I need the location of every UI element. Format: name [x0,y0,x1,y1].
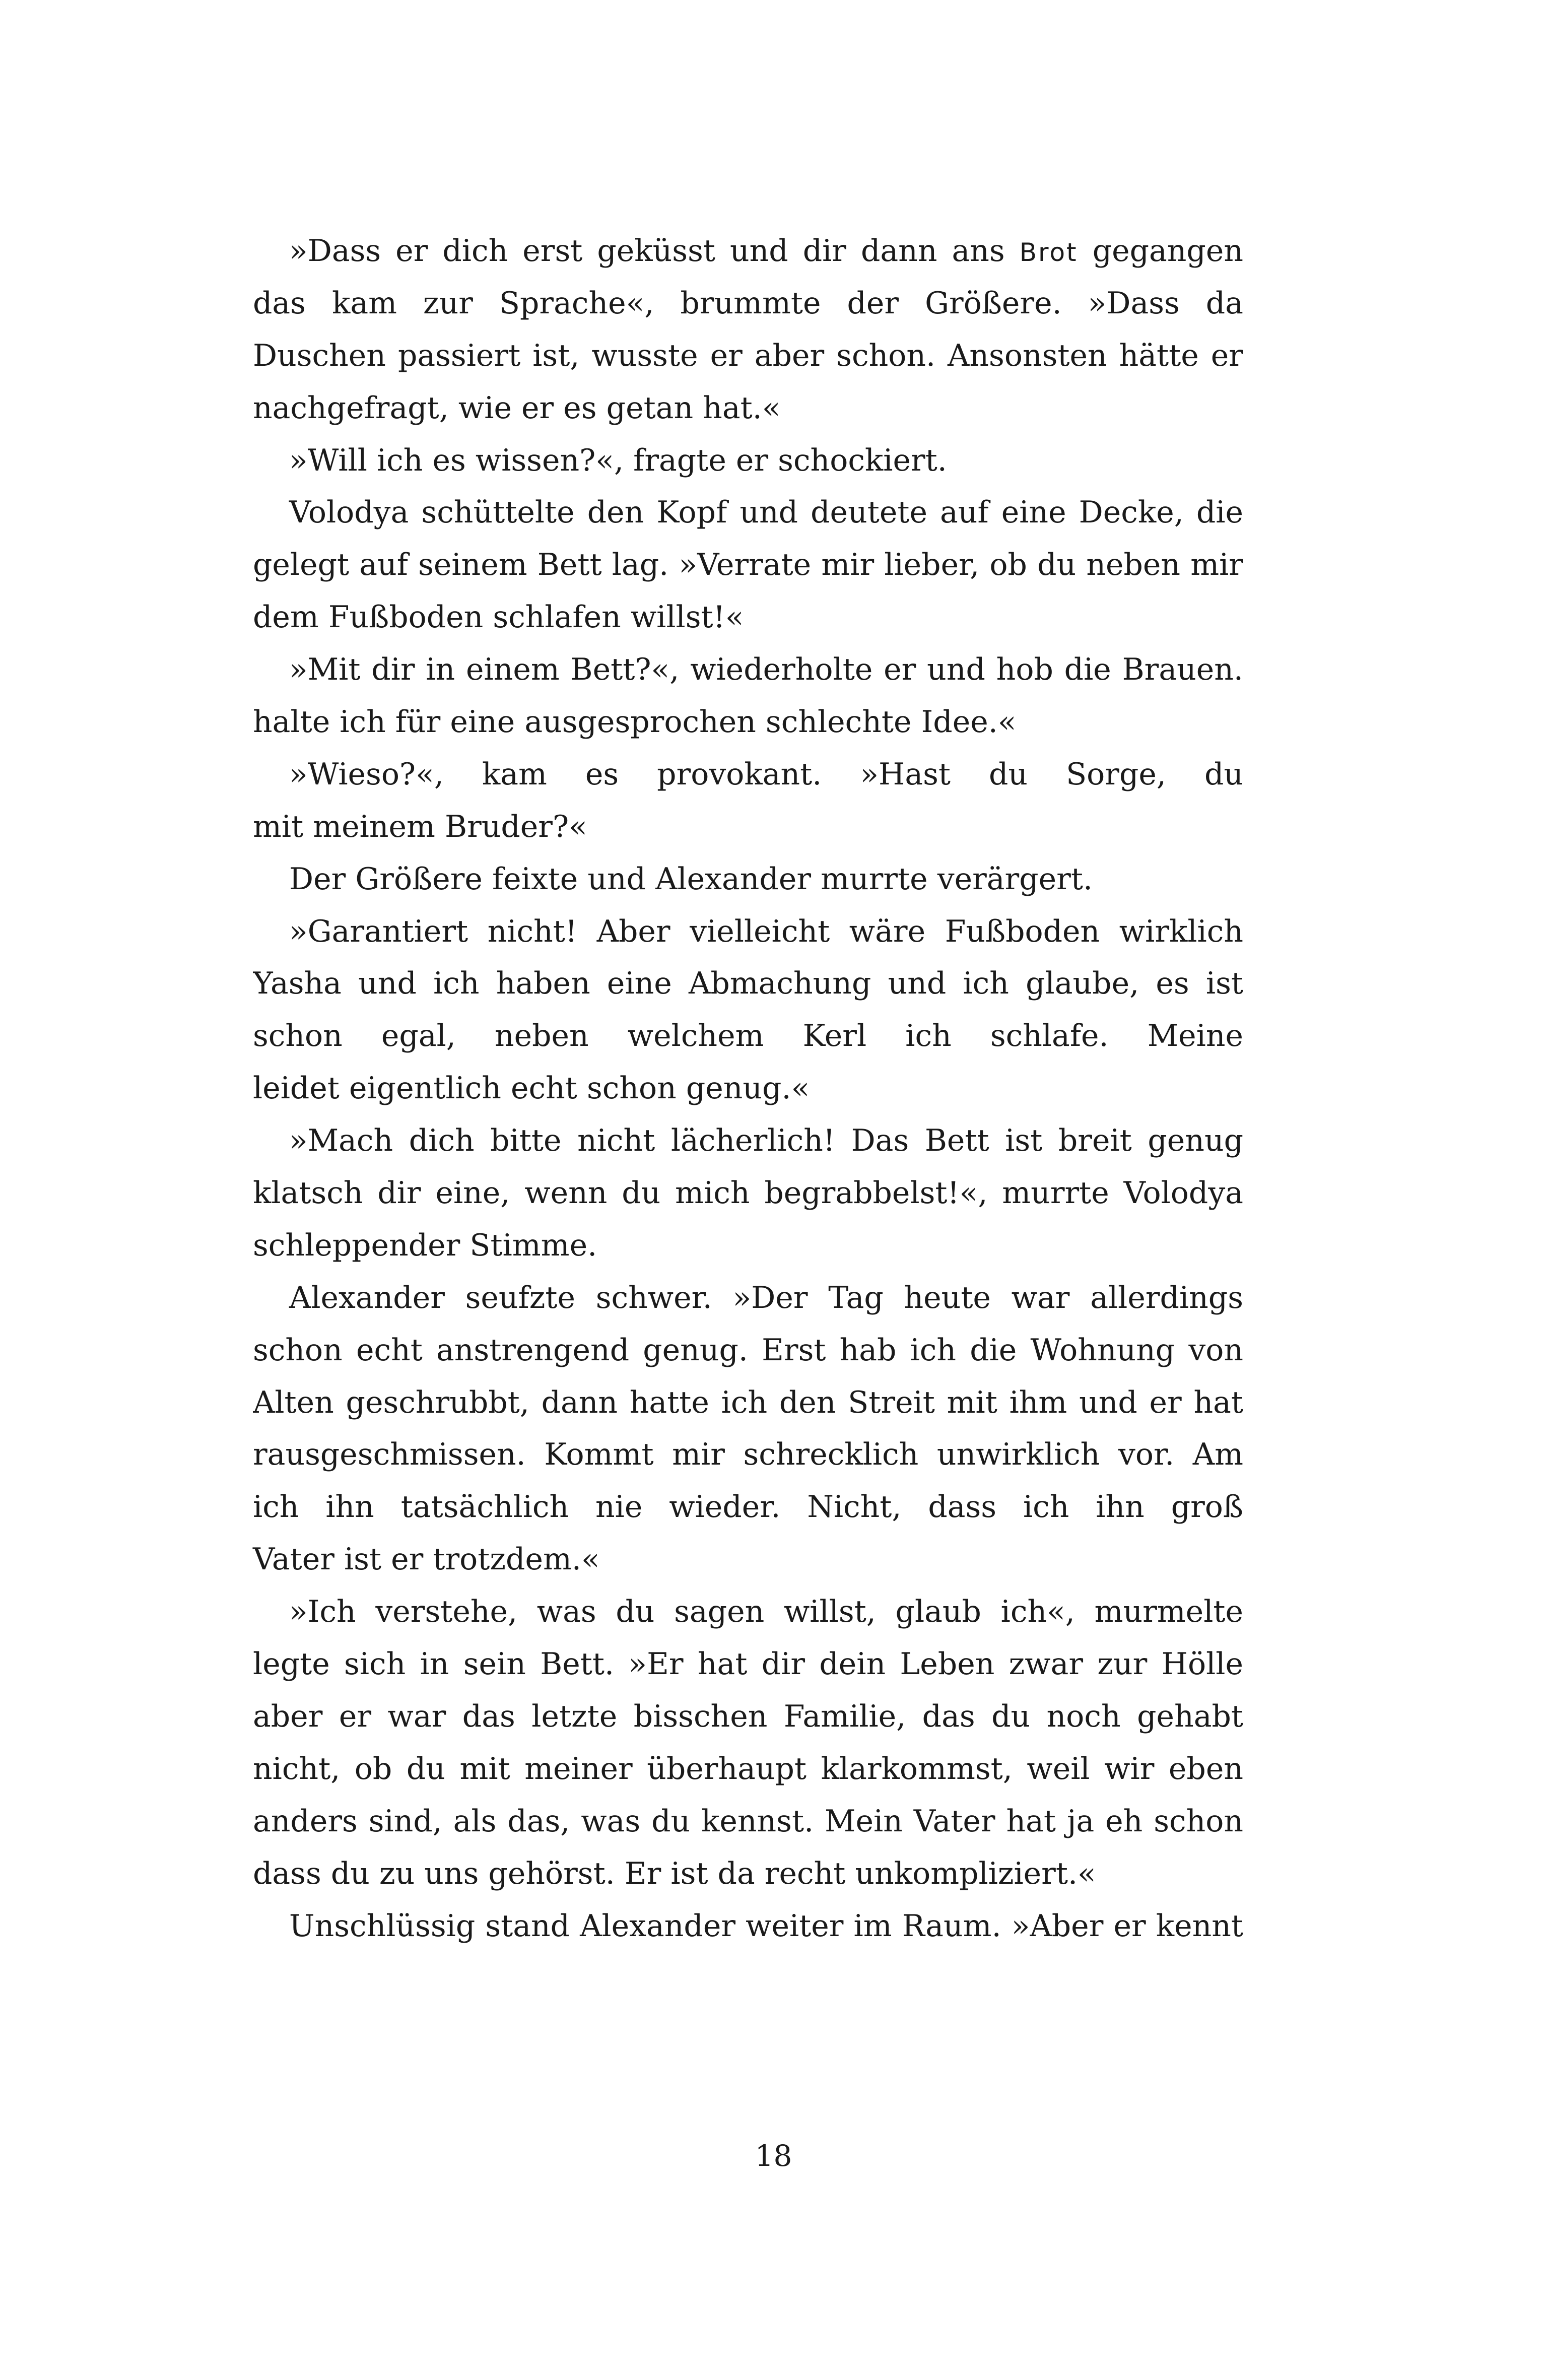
text-line: »Garantiert nicht! Aber vielleicht wäre Fußboden wirklich [289,913,1243,949]
text-line: Duschen passiert ist, wusste er aber schon. Ansonsten hätte er [253,338,1243,373]
text-line: rausgeschmissen. Kommt mir schrecklich unwirklich vor. Am [253,1437,1243,1473]
text-line: klatsch dir eine, wenn du mich begrabbelst!«, murrte Volodya [253,1175,1243,1211]
text-line: halte ich für eine ausgesprochen schlechte Idee.« [253,704,1017,740]
text-line: »Dass er dich erst geküsst und dir dann ans Brot gegangen [289,233,1243,269]
text-line: »Will ich es wissen?«, fragte er schockiert. [289,442,947,478]
text-line: nicht, ob du mit meiner überhaupt klarkommst, weil wir eben [253,1751,1243,1787]
text-line: mit meinem Bruder?« [253,809,587,844]
body-text [253,225,1243,1952]
text-line: »Ich verstehe, was du sagen willst, glaub ich«, murmelte [289,1594,1243,1630]
text-line: aber er war das letzte bisschen Familie, das du noch gehabt [253,1698,1243,1734]
text-line: ich ihn tatsächlich nie wieder. Nicht, dass ich ihn groß [253,1489,1243,1525]
page-number: 18 [755,2139,792,2173]
text-line: schon echt anstrengend genug. Erst hab ich die Wohnung von [253,1332,1243,1368]
text-line: dass du zu uns gehörst. Er ist da recht unkompliziert.« [253,1856,1096,1891]
text-line: nachgefragt, wie er es getan hat.« [253,390,781,426]
text-line: Alexander seufzte schwer. »Der Tag heute war allerdings [289,1280,1243,1315]
text-line: das kam zur Sprache«, brummte der Größere. »Dass da [253,285,1243,321]
small-caps-word: Brot [1019,238,1078,267]
text-line: Yasha und ich haben eine Abmachung und ich glaube, es ist [253,966,1243,1002]
text-line: Der Größere feixte und Alexander murrte verärgert. [289,861,1093,897]
text-line: legte sich in sein Bett. »Er hat dir dein Leben zwar zur Hölle [253,1646,1243,1682]
text-line: »Mach dich bitte nicht lächerlich! Das Bett ist breit genug [289,1123,1243,1159]
text-line: Vater ist er trotzdem.« [253,1542,600,1577]
text-line: »Mit dir in einem Bett?«, wiederholte er und hob die Brauen. [289,652,1243,688]
text-line: dem Fußboden schlafen willst!« [253,600,744,635]
text-line: schleppender Stimme. [253,1227,597,1263]
text-line: anders sind, als das, was du kennst. Mein Vater hat ja eh schon [253,1803,1243,1839]
text-line: »Wieso?«, kam es provokant. »Hast du Sorge, du [289,756,1243,792]
text-line: Volodya schüttelte den Kopf und deutete auf eine Decke, die [289,495,1243,531]
text-line: gelegt auf seinem Bett lag. »Verrate mir lieber, ob du neben mir [253,547,1243,583]
text-line: Unschlüssig stand Alexander weiter im Raum. »Aber er kennt [289,1908,1243,1944]
text-line: Alten geschrubbt, dann hatte ich den Streit mit ihm und er hat [253,1384,1243,1420]
text-line: leidet eigentlich echt schon genug.« [253,1071,810,1106]
text-line: schon egal, neben welchem Kerl ich schlafe. Meine [253,1018,1243,1054]
